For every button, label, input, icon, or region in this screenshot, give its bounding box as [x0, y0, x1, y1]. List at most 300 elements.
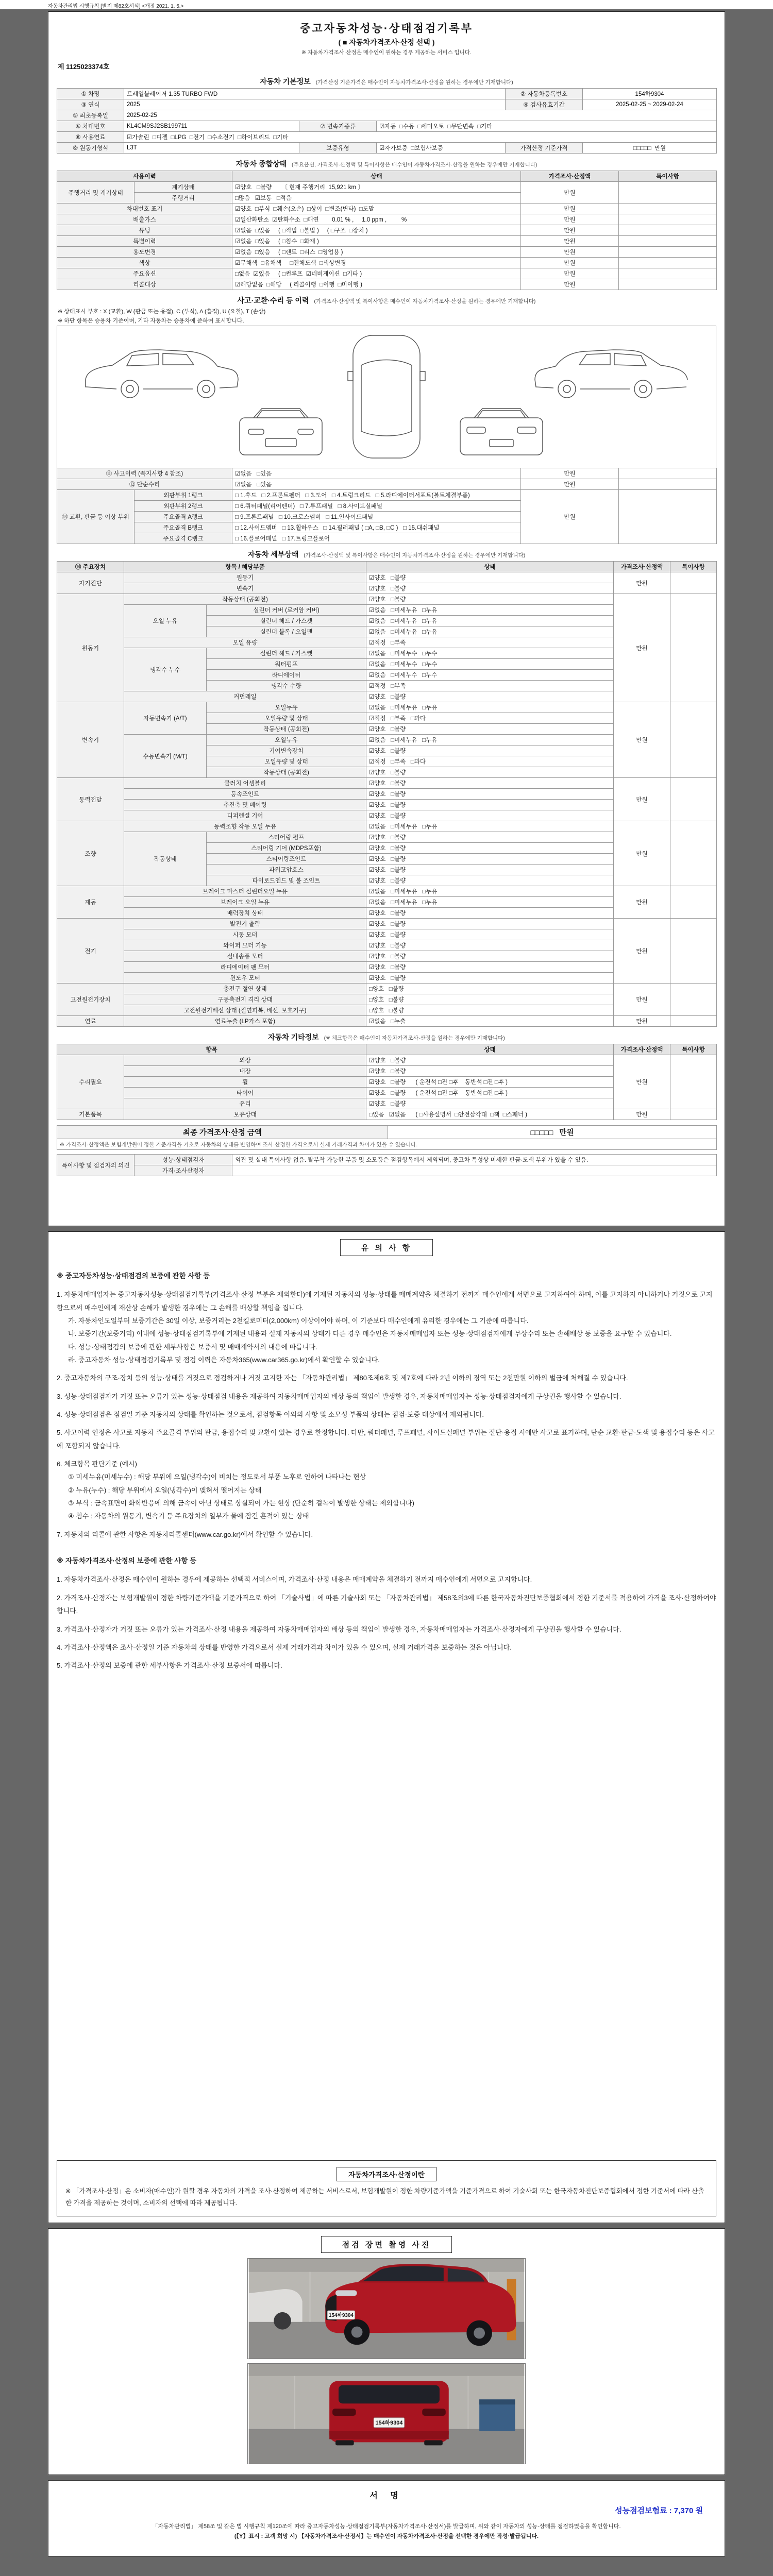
table-cell: ☑없음 □있음 [232, 468, 521, 479]
notices-panel [48, 1231, 725, 2223]
table-cell: 자기진단 [57, 572, 124, 594]
table-cell: ③ 연식 [57, 99, 124, 110]
table-cell: ☑자동 □수동 □세미오토 □무단변속 □기타 [377, 121, 717, 132]
table-cell [670, 572, 717, 594]
table-cell: 스티어링조인트 [207, 854, 366, 865]
table-cell [670, 1109, 717, 1120]
table-cell: ☑양호 □불량 [366, 919, 614, 929]
table-cell: ☑양호 □불량 ( 운전석 □전 □후 동반석 □전 □후 ) [366, 1088, 614, 1098]
table-cell: 만원 [521, 204, 619, 214]
document-number: 제 1125023374호 [58, 63, 110, 71]
table-cell: 만원 [614, 984, 670, 1016]
table-cell: 사용이력 [57, 171, 232, 182]
notice-line: ※ 중고자동차성능·상태점검의 보증에 관한 사항 등 [57, 1272, 210, 1280]
table-cell: 가격산정 기준가격 [506, 143, 583, 154]
table-cell: ☑없음 □미세누유 □누유 [366, 616, 614, 626]
table-cell: 차대번호 표기 [57, 204, 232, 214]
table-cell: □□□□□ 만원 [583, 143, 717, 154]
notice-line: 다. 성능·상태점검의 보증에 관한 세부사항은 보증서 및 매매계약서의 내용에 따릅니다. [68, 1343, 317, 1351]
table-cell: 브레이크 마스터 실린더오일 누유 [124, 886, 366, 897]
table-cell: 만원 [521, 225, 619, 236]
table-cell: 제동 [57, 886, 124, 919]
table-cell: 특이사항 [670, 562, 717, 572]
section-accident-title: 사고·교환·수리 등 이력 [237, 296, 309, 304]
table-cell: 주요골격 C랭크 [135, 533, 232, 544]
table-cell: ⑪ 사고이력 (쪽지사항 4 참조) [57, 468, 232, 479]
table-cell: 타이로드엔드 및 볼 조인트 [207, 875, 366, 886]
inspector-opinion-table [57, 1154, 717, 1176]
notice-line: 7. 자동차의 리콜에 관한 사항은 자동차리콜센터(www.car.go.kr)에서 확인할 수 있습니다. [57, 1530, 313, 1538]
table-cell: 만원 [521, 468, 619, 479]
document-page [48, 11, 725, 2556]
table-cell: 윈도우 모터 [124, 973, 366, 984]
table-cell: L3T [124, 143, 299, 154]
table-cell: ☑양호 □불량 [366, 745, 614, 756]
table-cell: 만원 [614, 1109, 670, 1120]
section-basic-note: (가격산정 기준가격은 매수인이 자동차가격조사·산정을 원하는 경우에만 기재합니다) [315, 79, 513, 86]
notice-line: 2. 가격조사·산정자는 보험개발원이 정한 차량기준가액을 기준가격으로 하여 「기술사법」에 따른 기술사회 또는 「자동차관리법」 제58조의3에 따른 한국자동차진단보증협회에서 정한 기준서를 적용하여 가격을 조사·산정하여야 합니다. [57, 1594, 716, 1615]
table-cell: □ 12.사이드멤버 □ 13.휠하우스 □ 14.필러패널 ( □A, □B, □C ) □ 15.대쉬패널 [232, 522, 521, 533]
damage-scope-legend: ※ 하단 항목은 승용차 기준이며, 기타 자동차는 승용차에 준하여 표시합니다. [58, 318, 244, 324]
table-cell [619, 214, 717, 225]
notice-line: 라. 중고자동차 성능·상태점검기록부 및 점검 이력은 자동차365(www.car365.go.kr)에서 확인할 수 있습니다. [68, 1356, 380, 1364]
table-cell: 만원 [521, 268, 619, 279]
red-car-rear [329, 2381, 449, 2446]
notice-line: ④ 침수 : 자동차의 원동기, 변속기 등 주요장치의 일부가 물에 잠긴 흔적이 있는 상태 [68, 1512, 309, 1520]
photo-list [57, 2258, 716, 2464]
table-cell: 배력장치 상태 [124, 908, 366, 919]
car-top-diagram [348, 335, 425, 458]
table-cell [670, 702, 717, 778]
section-overall-head [57, 159, 716, 169]
table-cell: 보유상태 [124, 1109, 366, 1120]
car-rear-diagram [460, 409, 543, 455]
table-cell: 주행거리 및 계기상태 [57, 182, 135, 204]
table-cell: ☑양호 □불량 [366, 832, 614, 843]
table-cell: □많음 ☑보통 □적음 [232, 193, 521, 204]
table-cell: 만원 [521, 490, 619, 544]
table-cell: ☑없음 □있음 ( □침수 □화재 ) [232, 236, 521, 247]
statute-note-text: 자동차관리법 시행규칙 [별지 제82호서식] <개정 2021. 1. 5.> [48, 4, 184, 9]
table-cell: ☑양호 □불량 [366, 778, 614, 789]
table-cell: 리콜대상 [57, 279, 232, 290]
table-cell [670, 984, 717, 1016]
price-definition-head [65, 2167, 708, 2181]
table-cell: 라디에이터 팬 모터 [124, 962, 366, 973]
photos-title-row [57, 2236, 716, 2253]
document-title: 중고자동차성능·상태점검기록부 [300, 23, 473, 35]
table-cell [670, 821, 717, 886]
table-cell: ☑양호 □불량 [366, 951, 614, 962]
car-front-diagram [240, 409, 322, 455]
section-accident-note: (가격조사·산정액 및 특이사항은 매수인이 자동차가격조사·산정을 원하는 경우에만 기재합니다) [314, 298, 536, 304]
table-cell: 오일누유 [207, 702, 366, 713]
table-cell: 만원 [521, 236, 619, 247]
table-cell: 스티어링 펌프 [207, 832, 366, 843]
notices-section-2 [57, 1541, 716, 1672]
table-cell: ☑양호 □불량 [366, 724, 614, 735]
table-cell: □□□□□ 만원 [388, 1126, 717, 1139]
table-cell: ☑해당없음 □해당 ( 리콜이행 □이행 □미이행 ) [232, 279, 521, 290]
table-cell: ⑧ 사용연료 [57, 132, 124, 143]
table-cell: ☑적정 □부족 [366, 637, 614, 648]
table-cell: ☑무채색 □유채색 □전체도색 □색상변경 [232, 258, 521, 268]
table-cell: 오일 유량 [124, 637, 366, 648]
table-cell: ☑없음 □미세누수 □누수 [366, 648, 614, 659]
table-cell: 2025-02-25 [124, 110, 717, 121]
table-cell [232, 1165, 717, 1176]
table-cell: ☑적정 □부족 [366, 681, 614, 691]
basic-info-table [57, 88, 717, 154]
photos-panel [48, 2228, 725, 2475]
table-cell: □ 1.후드 □ 2.프론트펜더 □ 3.도어 □ 4.트렁크리드 □ 5.라디에이터서포트(볼트체결부품) [232, 490, 521, 501]
table-cell [619, 479, 717, 490]
table-cell: 가격조사·산정액 [614, 562, 670, 572]
table-cell: ☑자가보증 □보험사보증 [377, 143, 506, 154]
table-cell: ☑없음 □있음 ( □적법 □불법 ) ( □구조 □장치 ) [232, 225, 521, 236]
table-cell: 가격조사·산정액 [521, 171, 619, 182]
signature-title: 서 명 [369, 2492, 404, 2500]
section-basic-head [57, 76, 716, 87]
table-cell: ☑양호 □불량 [366, 583, 614, 594]
car-side-right-diagram [535, 350, 687, 398]
table-cell: 특이사항 [619, 171, 717, 182]
table-cell: 주요골격 A랭크 [135, 512, 232, 522]
notice-line: 1. 자동차매매업자는 중고자동차성능·상태점검기록부(가격조사·산정 부분은 제외한다)에 기재된 자동차의 성능·상태를 매매계약을 체결하기 전까지 매수인에게 서면으로 고지하여야 하며, 이를 고지하지 아니하거나 거짓으로 고지함으로써 매수인에게 재산상 손해가 발생한 경우에는 그 손해를 배상할 책임을 집니다. [57, 1291, 713, 1312]
section-basic-title: 자동차 기본정보 [260, 77, 311, 86]
table-cell: 브레이크 오일 누유 [124, 897, 366, 908]
table-cell: 작동상태 [124, 832, 207, 886]
notice-line: 5. 사고이력 인정은 사고로 자동차 주요골격 부위의 판금, 용접수리 및 교환이 있는 경우로 한정합니다. 다만, 쿼터패널, 루프패널, 사이드실패널 부위는 절단·용접 시에만 사고로 표기하며, 단순 교환·판금·도색 및 용접수리 등은 사고에 포함되지 않습니다. [57, 1429, 715, 1450]
notice-line: 4. 가격조사·산정액은 조사·산정일 기준 자동차의 상태를 반영한 가격으로서 실제 거래가격과 차이가 있을 수 있으며, 실제 거래가격을 보증하는 것은 아닙니다. [57, 1643, 512, 1651]
table-cell: 만원 [614, 572, 670, 594]
table-cell: 가격·조사산정자 [135, 1165, 232, 1176]
notice-line: ※ 자동차가격조사·산정의 보증에 관한 사항 등 [57, 1557, 197, 1565]
price-definition-title: 자동차가격조사·산정이란 [337, 2167, 436, 2181]
table-cell: 만원 [614, 821, 670, 886]
table-cell: 발전기 출력 [124, 919, 366, 929]
table-cell: ☑양호 □불량 〔 현재 주행거리 15,921 km 〕 [232, 182, 521, 193]
table-cell: ☑양호 □불량 [366, 929, 614, 940]
table-cell: 작동상태 (공회전) [124, 594, 366, 605]
table-cell: 트레일블레이저 1.35 TURBO FWD [124, 89, 506, 99]
table-cell: 가격조사·산정액 [614, 1044, 670, 1055]
table-cell: 주요골격 B랭크 [135, 522, 232, 533]
table-cell: 외장 [124, 1055, 366, 1066]
table-cell: ① 차명 [57, 89, 124, 99]
table-cell: 커먼레일 [124, 691, 366, 702]
notice-line: 5. 가격조사·산정의 보증에 관한 세부사항은 가격조사·산정 보증서에 따릅니다. [57, 1662, 282, 1670]
table-cell: ☑적정 □부족 □과다 [366, 713, 614, 724]
table-cell: □양호 □불량 [366, 984, 614, 994]
section-overall-note: (주요옵션, 가격조사·산정액 및 특이사항은 매수인이 자동차가격조사·산정을 원하는 경우에만 기재합니다) [292, 162, 537, 168]
table-cell: 항목 [57, 1044, 366, 1055]
table-cell: 워터펌프 [207, 659, 366, 670]
table-cell: □ 16.플로어패널 □ 17.트렁크플로어 [232, 533, 521, 544]
table-cell: 특별이력 [57, 236, 232, 247]
inspection-photo-front [247, 2258, 526, 2359]
table-cell: 만원 [521, 214, 619, 225]
table-cell: ☑없음 □미세누유 □누유 [366, 886, 614, 897]
table-cell: ⑬ 교환, 판금 등 이상 부위 [57, 490, 135, 544]
table-cell: ☑가솔린 □디젤 □LPG □전기 □수소전기 □하이브리드 □기타 [124, 132, 717, 143]
table-cell: 기본품목 [57, 1109, 124, 1120]
table-cell: 실내송풍 모터 [124, 951, 366, 962]
table-cell: 튜닝 [57, 225, 232, 236]
table-cell: 만원 [521, 279, 619, 290]
photos-title: 점검 장면 촬영 사진 [321, 2236, 452, 2253]
overall-status-table [57, 171, 717, 290]
table-cell [619, 268, 717, 279]
table-cell [619, 279, 717, 290]
table-cell: □없음 ☑있음 ( □썬루프 ☑네비게이션 □기타 ) [232, 268, 521, 279]
license-plate-front: 154하9304 [328, 2312, 354, 2318]
table-cell: ☑양호 □불량 [366, 767, 614, 778]
price-definition-box [57, 2160, 716, 2216]
table-cell: ☑양호 □불량 [366, 973, 614, 984]
table-cell [670, 919, 717, 984]
table-cell [670, 594, 717, 702]
section-overall-title: 자동차 종합상태 [236, 160, 287, 168]
notice-line: 가. 자동차인도일부터 보증기간은 30일 이상, 보증거리는 2천킬로미터(2,000km) 이상이어야 하며, 이 기준보다 매수인에게 유리한 경우에는 그 기준에 따릅니다. [68, 1317, 529, 1325]
table-cell: 만원 [614, 1016, 670, 1027]
table-cell: ☑없음 □있음 ( □렌트 □리스 □영업용 ) [232, 247, 521, 258]
table-cell: 만원 [521, 247, 619, 258]
car-side-left-diagram [86, 350, 238, 398]
table-cell: 만원 [614, 594, 670, 702]
table-cell: ☑양호 □불량 [366, 875, 614, 886]
car-damage-diagram [67, 329, 706, 464]
table-cell [670, 1055, 717, 1109]
table-cell: 외판부위 1랭크 [135, 490, 232, 501]
table-cell: 특이사항 및 점검자의 의견 [57, 1155, 135, 1176]
table-cell: 상태 [232, 171, 521, 182]
table-cell: ※ 가격조사·산정액은 보험개발원이 정한 기준가격을 기초로 자동차의 상태를 반영하여 조사·산정한 가격으로서 실제 거래가격과 차이가 있을 수 있습니다. [57, 1139, 717, 1150]
notice-line: 3. 가격조사·산정자가 거짓 또는 오류가 있는 가격조사·산정 내용을 제공하여 자동차매매업자의 배상 등의 책임이 발생한 경우, 자동차매매업자는 가격조사·산정자에게 구상권을 행사할 수 있습니다. [57, 1625, 621, 1633]
table-cell: 2025 [124, 99, 506, 110]
table-cell: 구동축전지 격리 상태 [124, 994, 366, 1005]
table-cell: 실린더 블록 / 오일팬 [207, 626, 366, 637]
section-etc-head [57, 1032, 716, 1042]
table-cell: 전기 [57, 919, 124, 984]
table-cell: ☑없음 □미세누유 □누유 [366, 897, 614, 908]
notices-title-row [57, 1239, 716, 1256]
table-cell: 만원 [614, 1055, 670, 1109]
table-cell: 변속기 [57, 702, 124, 778]
table-cell [670, 778, 717, 821]
table-cell: □ 6.쿼터패널(리어펜더) □ 7.루프패널 □ 8.사이드실패널 [232, 501, 521, 512]
table-cell [619, 247, 717, 258]
table-cell: ④ 검사유효기간 [506, 99, 583, 110]
table-cell: 스티어링 기어 (MDPS포함) [207, 843, 366, 854]
table-cell: 라디에이터 [207, 670, 366, 681]
table-cell: 자동변속기 (A/T) [124, 702, 207, 735]
table-cell: 항목 / 해당부품 [124, 562, 366, 572]
table-cell: 내장 [124, 1066, 366, 1077]
notice-line: ② 누유(누수) : 해당 부위에서 오일(냉각수)이 맺혀서 떨어지는 상태 [68, 1486, 262, 1494]
damage-code-legend: ※ 상태표시 부호 : X (교환), W (판금 또는 용접), C (부식), A (흠집), U (요철), T (손상) [58, 309, 266, 315]
table-cell: 154하9304 [583, 89, 717, 99]
table-cell: □있음 ☑없음 ( □사용설명서 □안전삼각대 □잭 □스패너 ) [366, 1109, 614, 1120]
section-etc-title: 자동차 기타정보 [268, 1033, 319, 1041]
table-cell: 고전원전기장치 [57, 984, 124, 1016]
table-cell: □양호 □불량 [366, 1005, 614, 1016]
table-cell: ⑭ 주요장치 [57, 562, 124, 572]
table-cell: ☑양호 □불량 [366, 843, 614, 854]
table-cell: 변속기 [124, 583, 366, 594]
table-cell: ☑양호 □불량 [366, 908, 614, 919]
table-cell: 오일 누유 [124, 605, 207, 637]
table-cell: 작동상태 (공회전) [207, 767, 366, 778]
table-cell: ☑양호 □불량 [366, 810, 614, 821]
table-cell: 연료누출 (LP가스 포함) [124, 1016, 366, 1027]
table-cell: 동력전달 [57, 778, 124, 821]
table-cell: 상태 [366, 562, 614, 572]
table-cell: ☑적정 □부족 □과다 [366, 756, 614, 767]
table-cell: 파워고압호스 [207, 865, 366, 875]
table-cell [619, 490, 717, 544]
table-cell: 기어변속장치 [207, 745, 366, 756]
table-cell: 유리 [124, 1098, 366, 1109]
table-cell [619, 236, 717, 247]
table-cell: ☑일산화탄소 ☑탄화수소 □매연 0.01 % , 1.0 ppm , % [232, 214, 521, 225]
table-cell: 만원 [521, 182, 619, 204]
table-cell: 만원 [614, 702, 670, 778]
table-cell: ☑양호 □불량 [366, 594, 614, 605]
notices-section-1 [57, 1261, 716, 1541]
table-cell: 만원 [521, 258, 619, 268]
table-cell: 휠 [124, 1077, 366, 1088]
table-cell: 수동변속기 (M/T) [124, 735, 207, 778]
table-cell: 계기상태 [135, 182, 232, 193]
table-cell: ☑양호 □불량 [366, 940, 614, 951]
notice-line: 6. 체크항목 판단기준 (예시) [57, 1460, 137, 1468]
notice-line: 3. 성능·상태점검자가 거짓 또는 오류가 있는 성능·상태점검 내용을 제공하여 자동차매매업자의 배상 등의 책임이 발생한 경우, 자동차매매업자는 성능·상태점검자에게 구상권을 행사할 수 있습니다. [57, 1392, 621, 1400]
table-cell: ☑양호 □불량 [366, 789, 614, 800]
table-cell: 용도변경 [57, 247, 232, 258]
table-cell [619, 468, 717, 479]
table-cell: 작동상태 (공회전) [207, 724, 366, 735]
legal-statement-1: 「자동차관리법」 제58조 및 같은 법 시행규칙 제120조에 따라 중고자동차성능·상태점검기록부(자동차가격조사·산정서)를 발급하며, 위와 같이 자동차의 성능·상태를 점검하였음을 확인합니다. [152, 2523, 621, 2530]
main-form-panel [48, 11, 725, 1226]
table-cell: 충전구 절연 상태 [124, 984, 366, 994]
table-cell: 냉각수 누수 [124, 648, 207, 691]
table-cell: ☑양호 □불량 [366, 691, 614, 702]
table-cell: ☑양호 □불량 [366, 572, 614, 583]
section-accident-head [57, 295, 716, 306]
table-cell: 실린더 헤드 / 가스켓 [207, 648, 366, 659]
table-cell: ☑없음 □미세누유 □누유 [366, 626, 614, 637]
section-detail-head [57, 549, 716, 560]
table-cell: 만원 [614, 919, 670, 984]
table-cell: 조향 [57, 821, 124, 886]
table-cell: ☑양호 □불량 [366, 962, 614, 973]
document-note: ※ 자동차가격조사·산정은 매수인이 원하는 경우 제공하는 서비스 입니다. [301, 49, 472, 56]
final-price-table [57, 1125, 717, 1150]
table-cell [619, 225, 717, 236]
table-cell: ⑨ 원동기형식 [57, 143, 124, 154]
signature-panel [48, 2480, 725, 2556]
table-cell: □양호 □불량 [366, 994, 614, 1005]
table-cell: 만원 [521, 479, 619, 490]
table-cell: ☑양호 □불량 [366, 854, 614, 865]
table-cell: ☑양호 □불량 [366, 1098, 614, 1109]
table-cell [670, 886, 717, 919]
table-cell: ⑦ 변속기종류 [299, 121, 377, 132]
table-cell: 오일누유 [207, 735, 366, 745]
table-cell: 실린더 헤드 / 가스켓 [207, 616, 366, 626]
table-cell: 와이퍼 모터 기능 [124, 940, 366, 951]
table-cell: ⑤ 최초등록일 [57, 110, 124, 121]
inspection-photo-rear [247, 2363, 526, 2464]
table-cell: 원동기 [124, 572, 366, 583]
notice-line: 2. 중고자동차의 구조·장치 등의 성능·상태를 거짓으로 점검하거나 거짓 고지한 자는 「자동차관리법」 제80조제6호 및 제7호에 따라 2년 이하의 징역 또는 2천만원 이하의 벌금에 처해질 수 있습니다. [57, 1374, 628, 1382]
table-cell: 원동기 [57, 594, 124, 702]
table-cell: 동력조향 작동 오일 누유 [124, 821, 366, 832]
table-cell: 2025-02-25 ~ 2029-02-24 [583, 99, 717, 110]
car-damage-diagram-box [57, 326, 716, 468]
table-cell: ☑없음 □있음 [232, 479, 521, 490]
table-cell: ⑥ 차대번호 [57, 121, 124, 132]
table-cell: 성능·상태점검자 [135, 1155, 232, 1165]
table-cell: 시동 모터 [124, 929, 366, 940]
table-cell: 외관 및 실내 특이사항 없음. 탈부착 가능한 부품 및 소모품은 점검항목에서 제외되며, 중고차 특성상 미세한 판금·도색 부위가 있을 수 있음. [232, 1155, 717, 1165]
legal-statement-2: (【Y】표시 : 고객 희망 시) 【자동차가격조사·산정서】는 매수인이 자동차가격조사·산정을 선택한 경우에만 작성·발급됩니다. [234, 2533, 539, 2539]
table-cell: ☑없음 □미세누유 □누유 [366, 821, 614, 832]
notice-line: 나. 보증기간(보증거리) 이내에 성능·상태점검기록부에 기재된 내용과 실제 자동차의 상태가 다른 경우 매수인은 자동차매매업자 또는 성능·상태점검자에게 무상수리 또는 손해배상 등 보증을 요구할 수 있습니다. [68, 1330, 672, 1338]
table-cell: 외판부위 2랭크 [135, 501, 232, 512]
table-cell: 주요옵션 [57, 268, 232, 279]
section-detail-title: 자동차 세부상태 [247, 550, 299, 558]
table-cell: KL4CM9SJ2SB199711 [124, 121, 299, 132]
table-cell: 등속조인트 [124, 789, 366, 800]
table-cell: 최종 가격조사·산정 금액 [57, 1126, 388, 1139]
table-cell: ☑양호 □불량 [366, 1055, 614, 1066]
table-cell: 수리필요 [57, 1055, 124, 1109]
detail-status-table [57, 561, 717, 1027]
table-cell: 만원 [614, 886, 670, 919]
table-cell: ② 자동차등록번호 [506, 89, 583, 99]
statute-note [0, 0, 773, 9]
table-cell: ☑없음 □미세누유 □누유 [366, 735, 614, 745]
table-cell: 오일유량 및 상태 [207, 713, 366, 724]
notices-title: 유 의 사 항 [340, 1239, 433, 1256]
price-definition-text: ※ 「가격조사·산정」은 소비자(매수인)가 원할 경우 자동차의 가격을 조사·산정하여 제공하는 서비스로서, 보험개발원이 정한 차량기준가액을 기준가격으로 하여 기술사회 또는 한국자동차진단보증협회에서 정한 기준서에 따라 산출한 가격을 제공하는 것이며, 소비자의 선택에 따라 제공됩니다. [65, 2188, 704, 2207]
notice-line: ① 미세누유(미세누수) : 해당 부위에 오일(냉각수)이 비치는 정도로서 부품 노후로 인하여 나타나는 현상 [68, 1473, 366, 1481]
table-cell [619, 182, 717, 204]
license-plate-rear: 154하9304 [375, 2419, 403, 2426]
inspection-insurance-fee: 성능점검보험료 : 7,370 원 [615, 2506, 703, 2515]
table-cell: 주행거리 [135, 193, 232, 204]
table-cell: ☑양호 □불량 [366, 800, 614, 810]
table-cell: ⑫ 단순수리 [57, 479, 232, 490]
table-cell: 상태 [366, 1044, 614, 1055]
table-cell: 디퍼렌셜 기어 [124, 810, 366, 821]
table-cell: ☑없음 □미세누수 □누수 [366, 659, 614, 670]
table-cell: ☑없음 □미세누유 □누유 [366, 702, 614, 713]
table-cell: 클러치 어셈블리 [124, 778, 366, 789]
table-cell: ☑양호 □불량 [366, 865, 614, 875]
table-cell [619, 258, 717, 268]
table-cell: □ 9.프론트패널 □ 10.크로스멤버 □ 11.인사이드패널 [232, 512, 521, 522]
section-etc-note: (※ 체크항목은 매수인이 자동차가격조사·산정을 원하는 경우에만 기재합니다) [324, 1035, 505, 1041]
table-cell [619, 204, 717, 214]
table-cell: 오일유량 및 상태 [207, 756, 366, 767]
accident-history-table [57, 468, 717, 544]
section-detail-note: (가격조사·산정액 및 특이사항은 매수인이 자동차가격조사·산정을 원하는 경우에만 기재합니다) [304, 552, 526, 558]
notice-line: ③ 부식 : 금속표면이 화학반응에 의해 금속이 아닌 상태로 상실되어 가는 현상 (단순히 겉녹이 발생한 상태는 제외합니다) [68, 1499, 414, 1507]
table-cell: 보증유형 [299, 143, 377, 154]
